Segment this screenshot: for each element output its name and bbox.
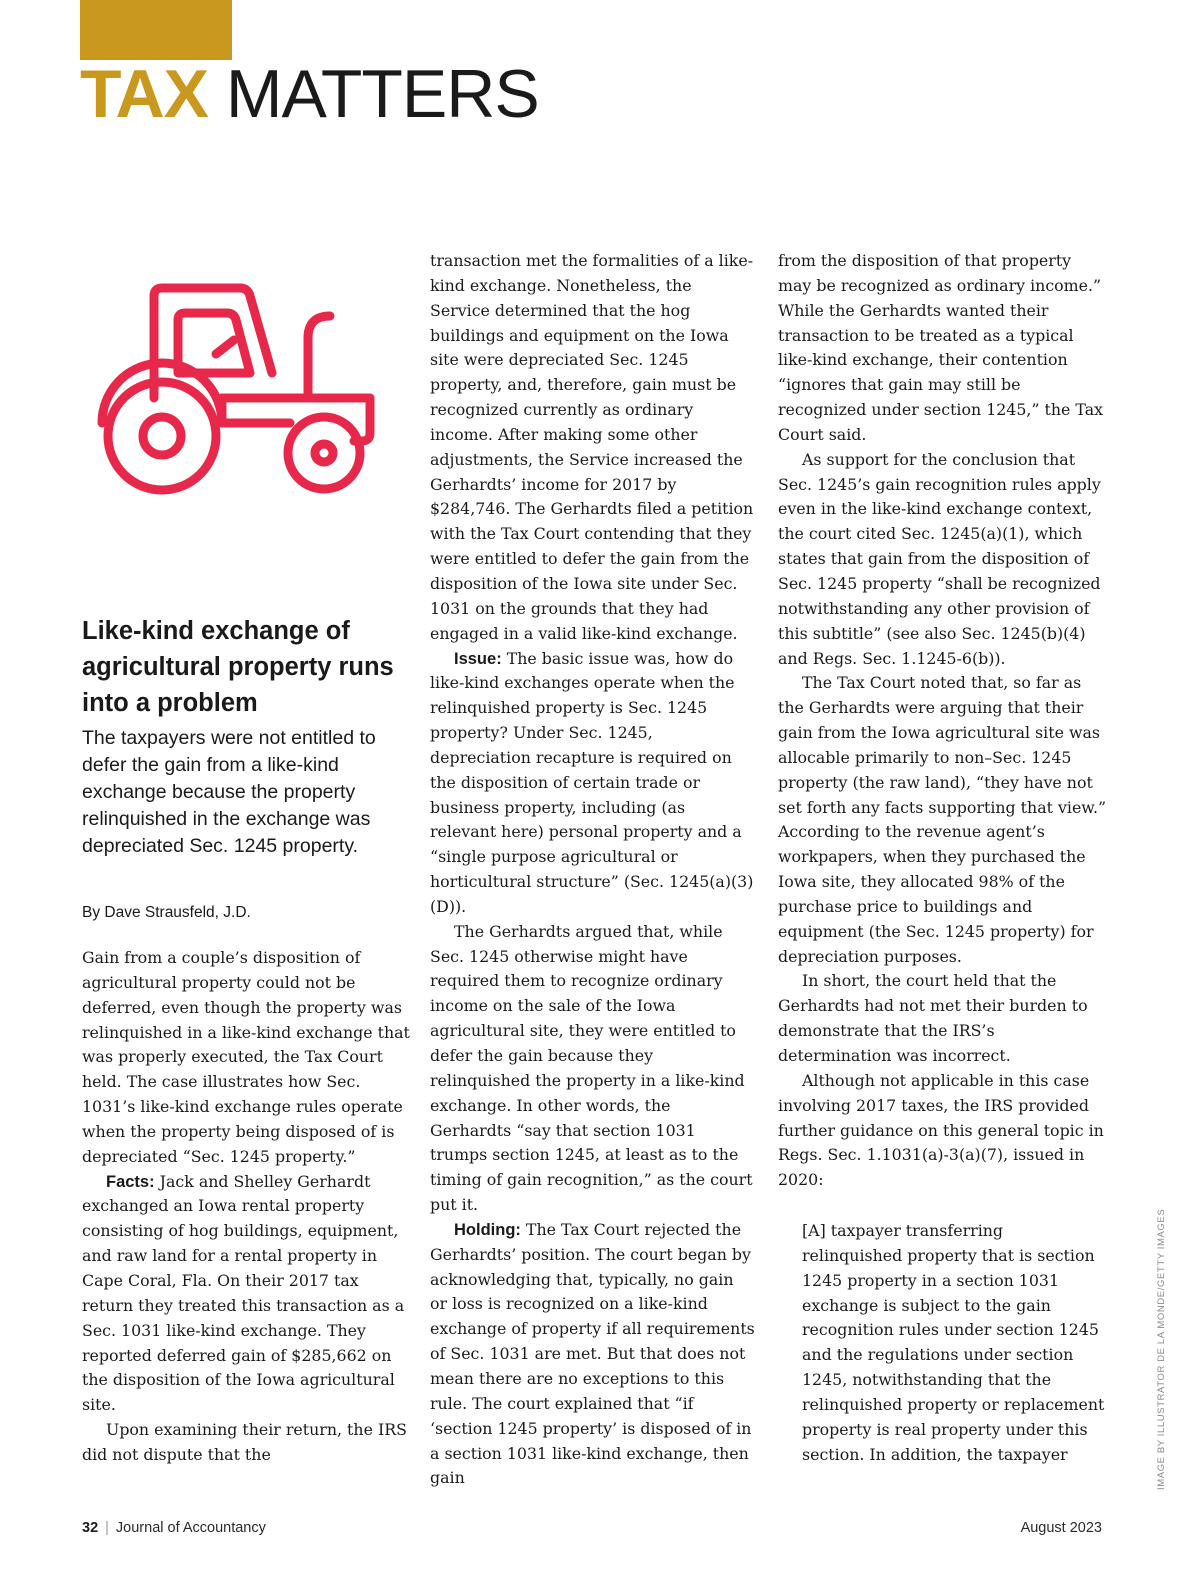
tractor-exhaust xyxy=(308,316,330,398)
paragraph-although: Although not applicable in this case involving 2017 taxes, the IRS provided further guidance on this general topic in Regs. Sec. 1.1031(a)-3(a)(7), issued in 2020: xyxy=(778,1070,1104,1190)
tractor-rear-hub xyxy=(143,417,181,455)
tractor-rear-wheel xyxy=(108,382,216,490)
holding-label: Holding: xyxy=(454,1220,521,1239)
issue-text: The basic issue was, how do like-kind exchanges operate when the relinquished property is Sec. 1245 property? Under Sec. 1245, depreciation recapture is required on the disposition of certain trade or business property, including (as relevant here) personal property and a “single purpose agricultural or horticultural structure” (Sec. 1245(a)(3)(D)). xyxy=(430,648,754,916)
paragraph-intro: Gain from a couple’s disposition of agricultural property could not be deferred, even though the property was relinquished in a like-kind exchange that was properly executed, the Tax Court held. The case illustrates how Sec. 1031’s like-kind exchange rules operate when the property being disposed of is depreciated “Sec. 1245 property.” xyxy=(82,948,410,1166)
tractor-steering xyxy=(216,340,234,354)
article-dek: The taxpayers were not entitled to defer the gain from a like-kind exchange because the property relinquished in the exchange was depreciated Sec. 1245 property. xyxy=(82,727,376,857)
page-footer xyxy=(82,1518,266,1538)
facts-text: Jack and Shelley Gerhardt exchanged an Iowa rental property consisting of hog buildings, equipment, and raw land for a rental property in Cape Coral, Fla. On their 2017 tax return they treated this transaction as a Sec. 1031 like-kind exchange. They reported deferred gain of $285,662 on the disposition of the Iowa agricultural site. xyxy=(82,1171,405,1415)
tractor-front-wheel xyxy=(288,417,360,489)
article-column-2 xyxy=(430,249,755,1491)
tractor-icon xyxy=(92,258,392,508)
tractor-window xyxy=(178,313,250,373)
issue-label: Issue: xyxy=(454,649,502,668)
paragraph-support: As support for the conclusion that Sec. 1245’s gain recognition rules apply even in the like-kind exchange context, the court cited Sec. 1245(a)(1), which states that gain from the disposition of Sec. 1245 property “shall be recognized notwithstanding any other provision of this subtitle” (see also Sec. 1245(b)(4) and Regs. Sec. 1.1245-6(b)). xyxy=(778,449,1101,668)
masthead-matters: MATTERS xyxy=(225,56,539,132)
holding-text: The Tax Court rejected the Gerhardts’ position. The court began by acknowledging that, typically, no gain or loss is recognized on a like-kind exchange of property if all requirements of Sec. 1031 are met. But that does not mean there are no exceptions to this rule. The court explained that “if ‘section 1245 property’ is disposed of in a section 1031 like-kind exchange, then gain xyxy=(430,1219,755,1488)
paragraph-noted: The Tax Court noted that, so far as the Gerhardts were arguing that their gain from the Iowa agricultural site was allocable primarily to non–Sec. 1245 property (the raw land), “they have not set forth any facts supporting that view.” According to the revenue agent’s workpapers, when they purchased the Iowa site, they allocated 98% of the purchase price to buildings and equipment (the Sec. 1245 property) for depreciation purposes. xyxy=(778,673,1107,966)
paragraph-holding xyxy=(430,1218,755,1491)
facts-label: Facts: xyxy=(106,1172,155,1191)
article-headline: Like-kind exchange of agricultural property runs into a problem xyxy=(82,617,394,717)
paragraph-issue xyxy=(430,647,755,920)
paragraph-continued: transaction met the formalities of a like-kind exchange. Nonetheless, the Service determined that the hog buildings and equipment on the Iowa site were depreciated Sec. 1245 property, and, therefore, gain must be recognized currently as ordinary income. After making some other adjustments, the Service increased the Gerhardts’ income for 2017 by $284,746. The Gerhardts filed a petition with the Tax Court contending that they were entitled to defer the gain from the disposition of the Iowa site under Sec. 1031 on the grounds that they had engaged in a valid like-kind exchange. xyxy=(430,251,754,643)
section-masthead xyxy=(80,54,539,134)
footer-separator: | xyxy=(105,1520,109,1536)
paragraph-upon: Upon examining their return, the IRS did not dispute that the xyxy=(82,1420,407,1464)
paragraph-argued: The Gerhardts argued that, while Sec. 1245 otherwise might have required them to recognize ordinary income on the sale of the Iowa agricultural site, they were entitled to defer the gain because they relinquished the property in a like-kind exchange. In other words, the Gerhardts “say that section 1031 trumps section 1245, at least as to the timing of gain recognition,” as the court put it. xyxy=(430,921,753,1215)
paragraph-continued: from the disposition of that property may be recognized as ordinary income.” While the Gerhardts wanted their transaction to be treated as a typical like-kind exchange, their contention “ignores that gain may still be recognized under section 1245,” the Tax Court said. xyxy=(778,251,1104,444)
article-column-3 xyxy=(778,249,1108,1468)
image-credit: IMAGE BY ILLUSTRATOR DE LA MONDE/GETTY IMAGES xyxy=(1156,1208,1167,1490)
journal-name: Journal of Accountancy xyxy=(115,1520,266,1536)
article-byline: By Dave Strausfeld, J.D. xyxy=(82,904,251,921)
paragraph-short: In short, the court held that the Gerhardts had not met their burden to demonstrate that the IRS’s determination was incorrect. xyxy=(778,971,1088,1065)
masthead-accent-bar xyxy=(80,0,232,60)
tractor-front-hub xyxy=(315,444,333,462)
issue-date: August 2023 xyxy=(1020,1520,1102,1536)
block-quote: [A] taxpayer transferring relinquished property that is section 1245 property in a section 1031 exchange is subject to the gain recognition rules under section 1245 and the regulations under section 1245, notwithstanding that the relinquished property or replacement property is real property under this section. In addition, the taxpayer xyxy=(802,1221,1105,1464)
paragraph-facts xyxy=(82,1170,410,1418)
article-column-1 xyxy=(82,946,410,1468)
page-number: 32 xyxy=(82,1520,99,1536)
masthead-tax: TAX xyxy=(80,56,208,132)
